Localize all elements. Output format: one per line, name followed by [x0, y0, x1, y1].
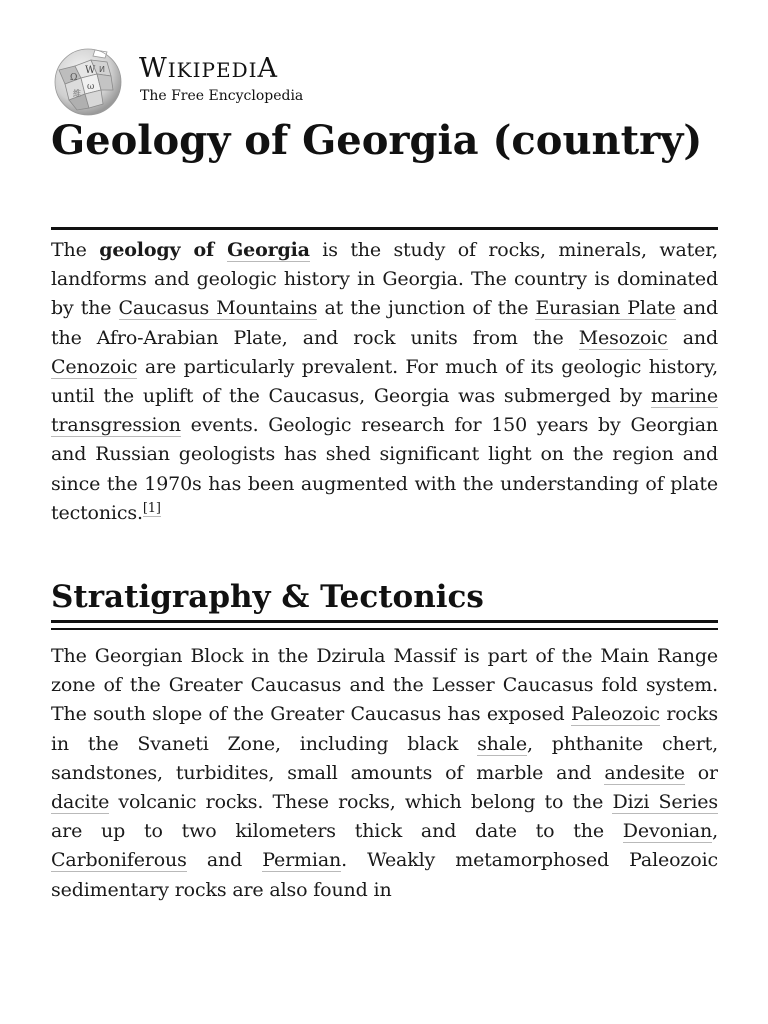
article-link[interactable]: Devonian [622, 820, 713, 843]
text-run: at the junction of the [317, 297, 536, 320]
text-run: volcanic rocks. These rocks, which belong to the [109, 791, 613, 814]
svg-text:ω: ω [87, 82, 95, 92]
article-link[interactable]: andesite [604, 761, 685, 784]
text-run: , [712, 820, 718, 843]
article-link[interactable]: Carboniferous [51, 849, 187, 872]
section-divider-double [51, 628, 718, 630]
text-run: rocks in the Svaneti Zone, including black [51, 703, 718, 755]
stratigraphy-paragraph [51, 642, 718, 904]
text-run: and [667, 326, 718, 349]
text-run: are up to two kilometers thick and date to the [51, 820, 623, 843]
article-link[interactable]: dacite [51, 791, 110, 814]
text-run: The Georgian Block in the Dzirula Massif is part of the Main Range zone of the Greater Caucasus and the Lesser Caucasus fold system. The south slope of the Greater Caucasus has exposed [51, 645, 718, 726]
page-title: Geology of Georgia (country) [51, 117, 703, 164]
wordmark-middle: IKIPEDI [167, 58, 258, 82]
article-link[interactable]: shale [477, 732, 527, 755]
svg-text:維: 維 [73, 89, 81, 98]
text-run: The [51, 239, 100, 261]
svg-text:Ω: Ω [70, 73, 78, 83]
text-run: or [684, 761, 718, 784]
text-run: and the Afro-Arabian Plate, and rock units from the [51, 297, 718, 349]
text-run: is the study of rocks, minerals, water, landforms and geologic history in Georgia. The country is dominated by the [51, 239, 718, 320]
wikipedia-header[interactable] [51, 48, 451, 118]
article-link[interactable]: Permian [262, 849, 342, 872]
svg-text:W: W [85, 65, 96, 76]
text-run: . Weakly metamorphosed Paleozoic sedimentary rocks are also found in [51, 849, 718, 901]
article-link[interactable]: Mesozoic [578, 326, 668, 349]
article-link[interactable]: Caucasus Mountains [118, 297, 318, 320]
text-run: are particularly prevalent. For much of its geologic history, until the uplift of the Caucasus, Georgia was submerged by [51, 355, 718, 408]
article-link[interactable]: Georgia [227, 239, 310, 261]
wikipedia-globe-logo[interactable] [51, 48, 125, 116]
title-divider [51, 227, 718, 230]
wikipedia-tagline: The Free Encyclopedia [140, 88, 304, 104]
section-heading: Stratigraphy & Tectonics [51, 579, 484, 615]
intro-paragraph [51, 236, 718, 528]
wordmark-last-letter: A [257, 53, 278, 84]
wordmark-first-letter: W [139, 53, 168, 84]
text-run: geology of [99, 239, 228, 261]
article-link[interactable]: Eurasian Plate [535, 297, 676, 320]
text-run: , phthanite chert, sandstones, turbidites, small amounts of marble and [51, 732, 718, 784]
citation-link[interactable]: [1] [142, 500, 161, 516]
article-link[interactable]: Cenozoic [51, 355, 138, 378]
text-run: and [186, 849, 263, 872]
article-link[interactable]: Dizi Series [612, 791, 718, 814]
section-divider [51, 620, 718, 623]
article-link[interactable]: Paleozoic [571, 703, 660, 726]
text-run: events. Geologic research for 150 years by Georgian and Russian geologists has shed significant light on the region and since the 1970s has been augmented with the understanding of plate tectonics. [51, 414, 718, 524]
wikipedia-wordmark[interactable] [139, 54, 278, 85]
svg-text:И: И [99, 65, 105, 74]
article-link[interactable]: marine transgression [51, 385, 718, 437]
